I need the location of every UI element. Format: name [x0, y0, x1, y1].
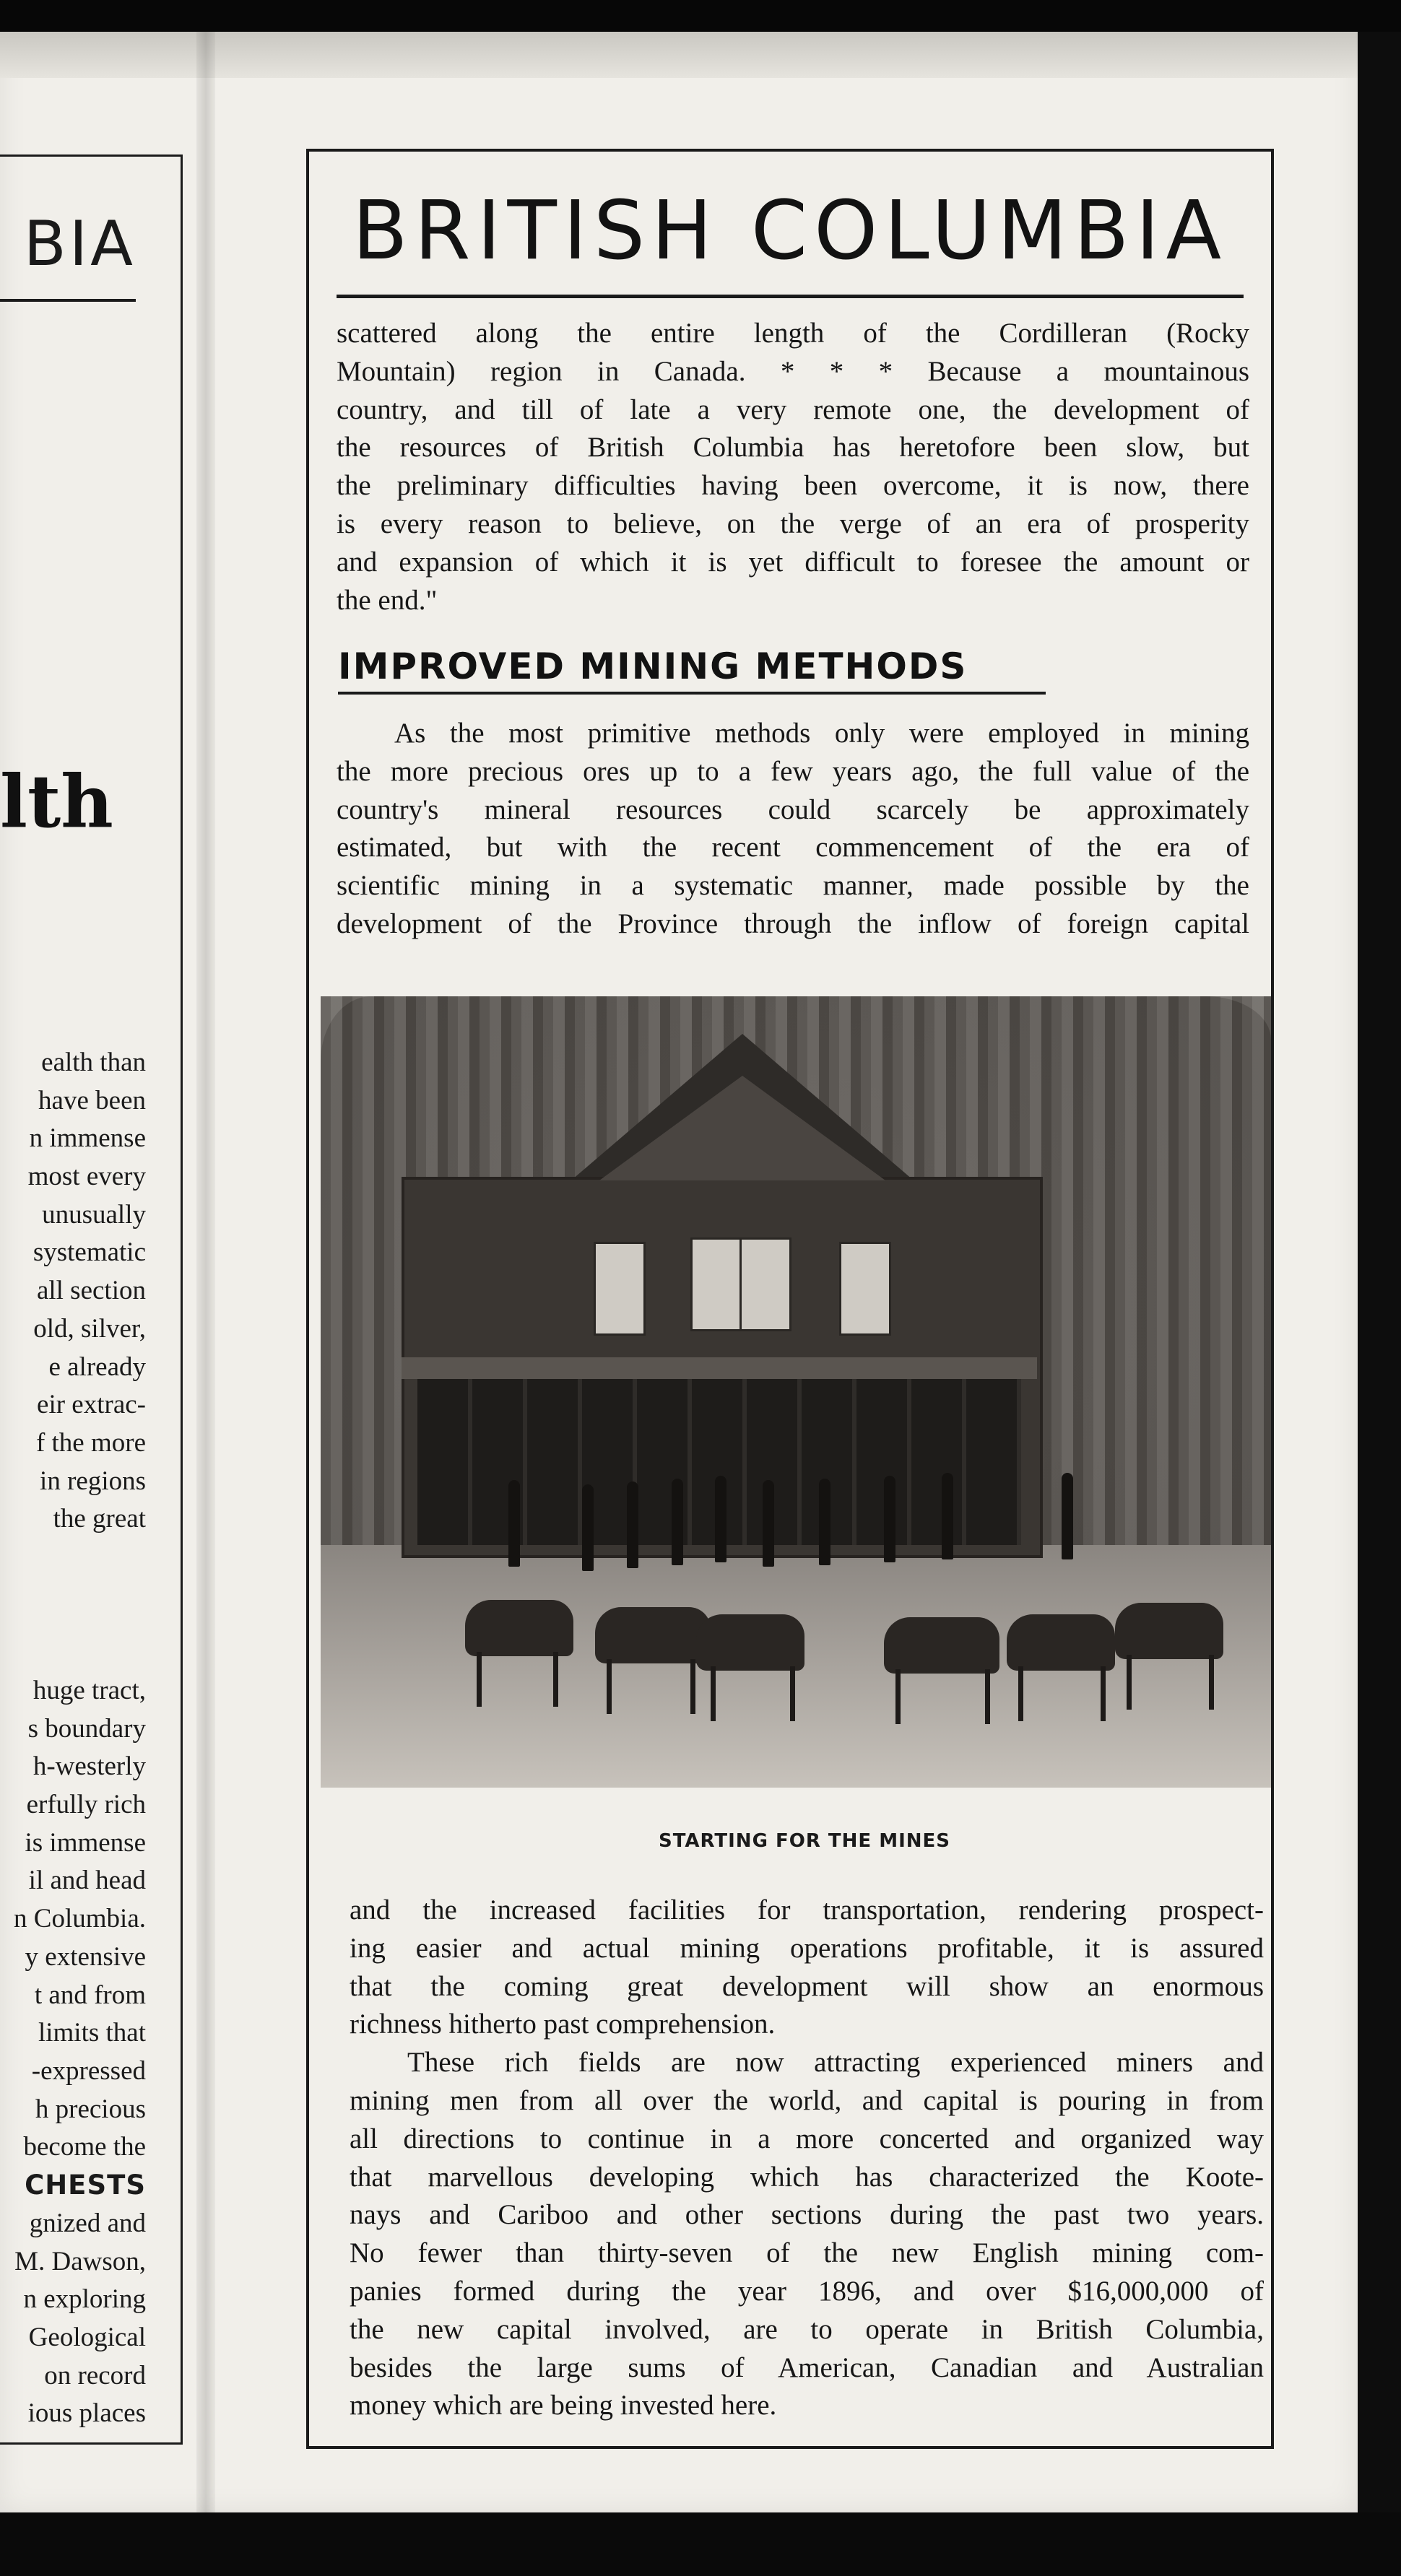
- photo-person: [819, 1479, 830, 1565]
- photo-horse: [1115, 1603, 1223, 1659]
- photo-horse: [465, 1600, 573, 1656]
- photo-person: [672, 1479, 683, 1565]
- photo-window: [594, 1242, 646, 1336]
- photo-person: [884, 1476, 895, 1562]
- text-line: eir extrac-: [37, 1390, 146, 1420]
- text-line: and the increased facilities for transportation, rendering prospect-: [350, 1894, 1264, 1926]
- text-line: that marvellous developing which has characterized the Koote-: [350, 2161, 1264, 2193]
- text-line: all directions to continue in a more concerted and organized way: [350, 2123, 1264, 2154]
- section-heading-rule: [338, 692, 1046, 695]
- photo-horse-leg: [690, 1659, 695, 1714]
- photo-person: [942, 1473, 953, 1559]
- photo-horse-leg: [711, 1666, 716, 1721]
- photo-caption: STARTING FOR THE MINES: [658, 1830, 950, 1852]
- text-line: money which are being invested here.: [350, 2390, 777, 2421]
- text-line: the more precious ores up to a few years ago, the full value of the: [337, 755, 1249, 787]
- text-line: is immense: [25, 1827, 146, 1858]
- photo-person: [582, 1484, 594, 1571]
- photo-porch: [402, 1357, 1037, 1379]
- text-line: all section: [36, 1276, 146, 1306]
- text-line: erfully rich: [26, 1790, 146, 1820]
- text-line: and expansion of which it is yet difficult to foresee the amount or: [337, 546, 1249, 578]
- photo-window: [690, 1237, 742, 1331]
- photo-horse-leg: [1209, 1655, 1214, 1710]
- scan-border-bottom: [0, 2512, 1401, 2576]
- photo-horse-leg: [985, 1669, 990, 1724]
- text-line: As the most primitive methods only were employed in mining: [394, 718, 1249, 749]
- photo-horse: [595, 1607, 711, 1663]
- text-line: country, and till of late a very remote one, the development of: [337, 393, 1249, 425]
- photo-window: [839, 1242, 891, 1336]
- photograph-mining-store: [321, 996, 1271, 1788]
- text-line: scattered along the entire length of the Cordilleran (Rocky: [337, 318, 1249, 349]
- text-line: n immense: [29, 1123, 146, 1154]
- left-page-title-fragment: BIA: [23, 208, 136, 280]
- text-line: Mountain) region in Canada. * * * Because a mountainous: [337, 355, 1249, 387]
- photo-window: [739, 1237, 791, 1331]
- text-line: that the coming great development will show an enormous: [350, 1970, 1264, 2002]
- text-line: Geological: [28, 2323, 146, 2353]
- text-line: huge tract,: [32, 1676, 146, 1705]
- text-line: M. Dawson,: [14, 2246, 146, 2276]
- text-line: nays and Cariboo and other sections during the past two years.: [350, 2199, 1264, 2231]
- text-line: the resources of British Columbia has heretofore been slow, but: [337, 432, 1249, 464]
- title-rule: [337, 295, 1244, 298]
- page-fold: [196, 32, 215, 2512]
- left-page-text-block-1: [0, 1044, 146, 1542]
- scan-border-top: [0, 0, 1401, 32]
- photo-horse-leg: [553, 1652, 558, 1707]
- left-page-text-block-2: [0, 1672, 146, 2206]
- left-page-heading-fragment: lth: [0, 759, 113, 844]
- photo-person: [508, 1480, 520, 1567]
- text-line: ing easier and actual mining operations profitable, it is assured: [350, 1932, 1264, 1964]
- text-line: the new capital involved, are to operate in British Columbia,: [350, 2313, 1264, 2345]
- text-line: richness hitherto past comprehension.: [350, 2009, 776, 2040]
- text-line: systematic: [32, 1237, 146, 1268]
- text-line: development of the Province through the inflow of foreign capital: [337, 908, 1249, 939]
- text-line: n Columbia.: [14, 1904, 146, 1934]
- text-line: the great: [53, 1504, 146, 1534]
- section-paragraph: [337, 715, 1249, 944]
- photo-horse-leg: [607, 1659, 612, 1714]
- photo-person: [627, 1481, 638, 1568]
- photo-gable: [599, 1076, 885, 1180]
- photo-horse-leg: [790, 1666, 795, 1721]
- left-page-text-block-3: [0, 2205, 146, 2436]
- text-line: in regions: [40, 1466, 146, 1496]
- text-line: n exploring: [23, 2284, 146, 2315]
- text-line: h-westerly: [32, 1752, 146, 1782]
- section-heading: IMPROVED MINING METHODS: [338, 645, 968, 687]
- photo-horse: [884, 1617, 999, 1674]
- photo-horse-leg: [895, 1669, 901, 1724]
- page-title: BRITISH COLUMBIA: [352, 184, 1228, 278]
- text-line: country's mineral resources could scarcely be approximately: [337, 793, 1249, 825]
- text-line: become the: [23, 2132, 146, 2162]
- text-line: ious places: [27, 2398, 146, 2429]
- text-line: on record: [44, 2360, 146, 2390]
- text-line: s boundary: [27, 1713, 146, 1744]
- text-line: il and head: [28, 1866, 146, 1896]
- text-line: e already: [48, 1352, 146, 1382]
- text-line: have been: [38, 1085, 146, 1115]
- photo-horse-leg: [1101, 1666, 1106, 1721]
- photo-horse: [696, 1614, 804, 1671]
- photo-horse-leg: [1018, 1666, 1023, 1721]
- text-line: No fewer than thirty-seven of the new English mining com-: [350, 2237, 1264, 2269]
- photo-person: [763, 1480, 774, 1567]
- text-line: f the more: [35, 1427, 146, 1458]
- text-line: unusually: [42, 1199, 146, 1230]
- text-line: h precious: [35, 2094, 146, 2124]
- text-line: gnized and: [29, 2209, 146, 2238]
- text-line: y extensive: [25, 1941, 146, 1972]
- photo-horse: [1007, 1614, 1115, 1671]
- text-line: ealth than: [41, 1048, 146, 1077]
- photo-horse-leg: [1127, 1655, 1132, 1710]
- photo-person: [715, 1476, 726, 1562]
- photo-horse-leg: [477, 1652, 482, 1707]
- text-line: panies formed during the year 1896, and over $16,000,000 of: [350, 2275, 1264, 2307]
- text-line: besides the large sums of American, Canadian and Australian: [350, 2351, 1264, 2383]
- intro-paragraph: [337, 315, 1249, 619]
- text-line: scientific mining in a systematic manner, made possible by the: [337, 870, 1249, 902]
- text-line: most every: [27, 1162, 146, 1192]
- text-line: limits that: [38, 2018, 146, 2048]
- text-line: the preliminary difficulties having been overcome, it is now, there: [337, 470, 1249, 502]
- text-line: mining men from all over the world, and capital is pouring in from: [350, 2084, 1264, 2116]
- left-page-title-rule: [0, 299, 136, 302]
- text-line: t and from: [34, 1980, 146, 2010]
- text-line: -expressed: [31, 2055, 146, 2086]
- closing-paragraph: [350, 1892, 1264, 2425]
- left-page-subheading-fragment: CHESTS: [25, 2169, 146, 2201]
- photo-person: [1062, 1473, 1073, 1559]
- text-line: the end.": [337, 584, 438, 616]
- text-line: estimated, but with the recent commencement of the era of: [337, 832, 1249, 863]
- text-line: is every reason to believe, on the verge of an era of prosperity: [337, 508, 1249, 539]
- text-line: old, silver,: [33, 1313, 146, 1344]
- text-line: These rich fields are now attracting experienced miners and: [407, 2047, 1264, 2079]
